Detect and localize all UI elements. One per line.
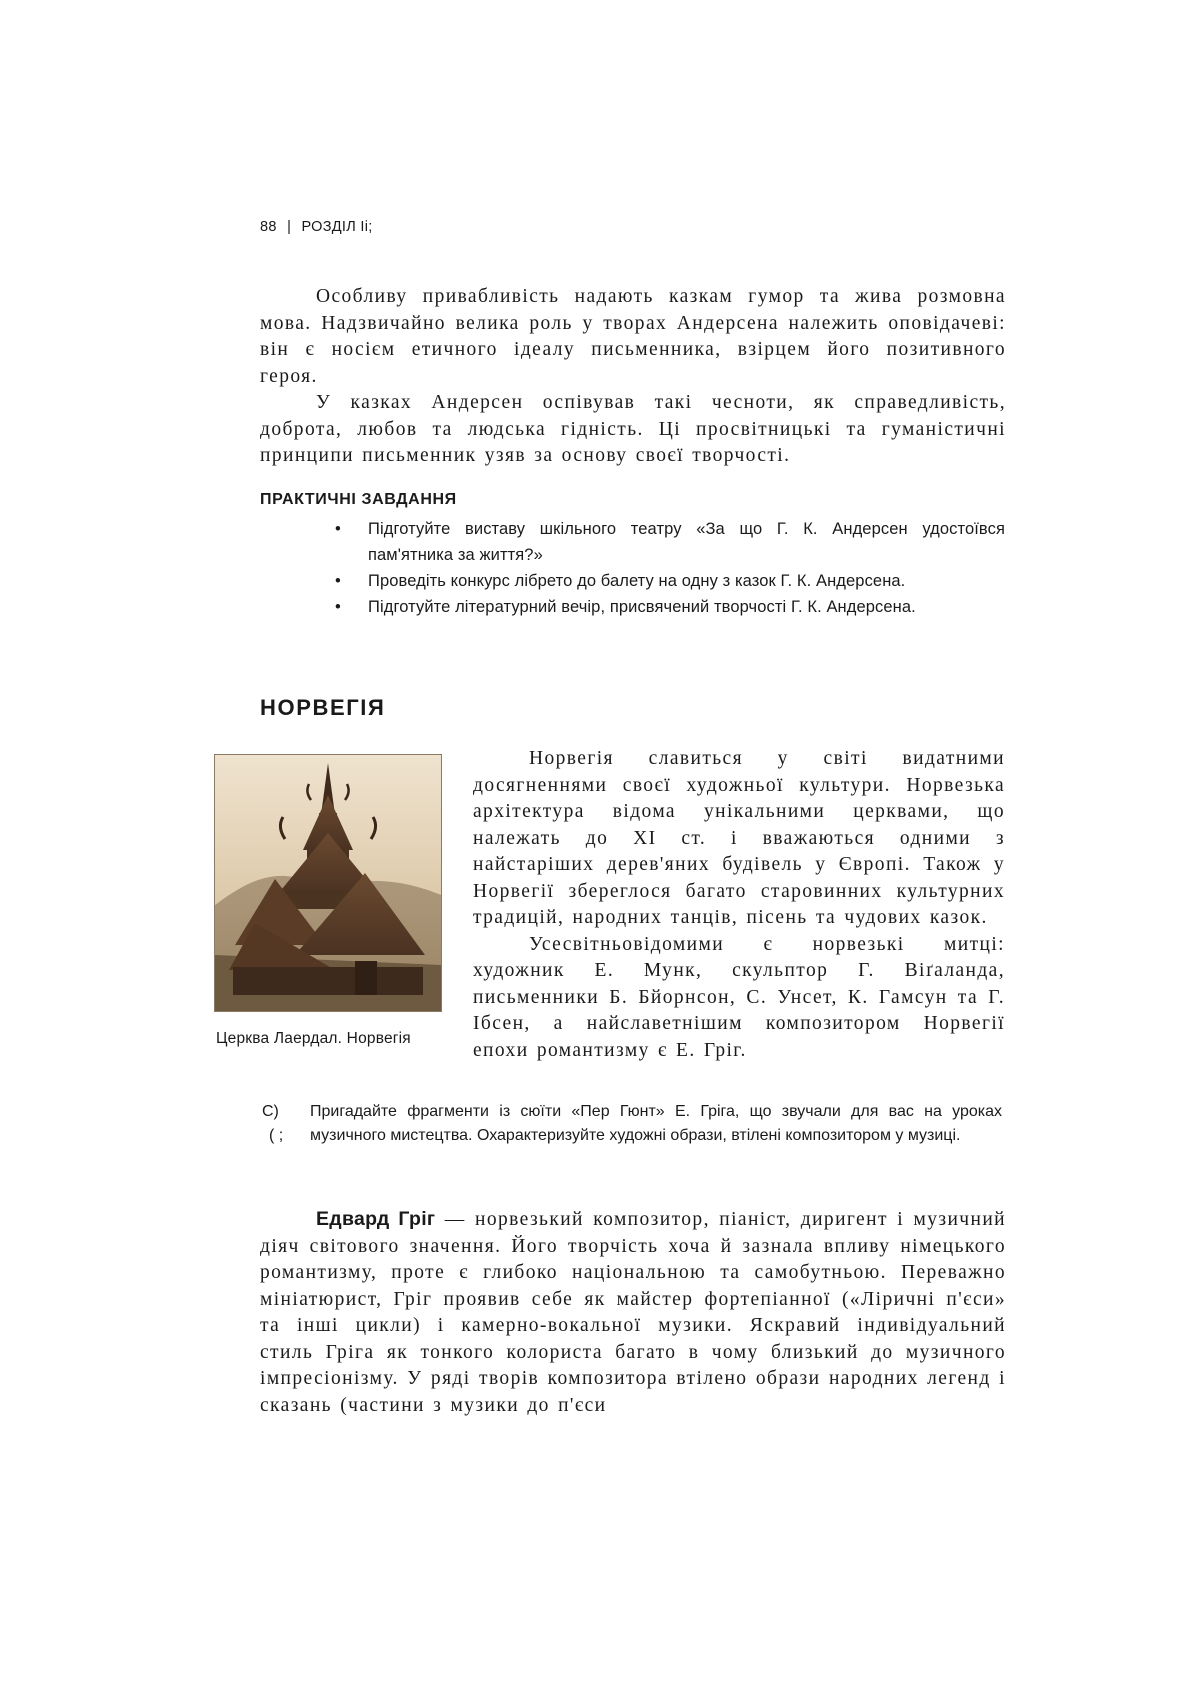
question-marker-2: ( ; bbox=[269, 1127, 284, 1144]
header-separator: | bbox=[287, 219, 292, 235]
list-item: • Підготуйте літературний вечір, присвячений творчості Г. К. Андерсена. bbox=[335, 594, 1005, 620]
norway-heading: НОРВЕГІЯ bbox=[260, 695, 386, 720]
norway-paragraph-2: Усесвітньовідомими є норвезькі митці: художник Е. Мунк, скульптор Г. Віґаланда, письменники Б. Бйорнсон, С. Унсет, К. Гамсун та Г. Ібсен, а найславетнішим композитором Норвегії епохи романтизму є Е. Гріг. bbox=[473, 933, 1005, 1061]
norway-text bbox=[473, 746, 1005, 1064]
page-number: 88 bbox=[260, 219, 277, 235]
section-title: РОЗДІЛ Іі; bbox=[301, 219, 373, 235]
grieg-text bbox=[260, 1206, 1006, 1419]
intro-paragraph-1: Особливу привабливість надають казкам гумор та жива розмовна мова. Надзвичайно велика роль у творах Андерсена належить оповідачеві: він є носієм етичного ідеалу письменника, взірцем його позитивного героя. bbox=[260, 286, 1006, 387]
practical-tasks-list bbox=[335, 516, 1005, 620]
church-photo bbox=[214, 754, 442, 1012]
list-item: • Проведіть конкурс лібрето до балету на одну з казок Г. К. Андерсена. bbox=[335, 568, 1005, 594]
norway-paragraph-1: Норвегія славиться у світі видатними досягненнями своєї художньої культури. Норвезька архітектура відома унікальними церквами, що належать до XI ст. і вважаються одними з найстаріших дерев'яних будівель у Європі. Також у Норвегії збереглося багато старовинних культурних традицій, народних танців, пісень та чудових казок. bbox=[473, 748, 1005, 928]
question-block bbox=[262, 1100, 1002, 1148]
list-item: • Підготуйте виставу шкільного театру «За що Г. К. Андерсен удостоївся пам'ятника за життя?» bbox=[335, 516, 1005, 568]
grieg-name: Едвард Гріг bbox=[316, 1208, 436, 1230]
question-marker: С) bbox=[262, 1103, 279, 1120]
practical-tasks-heading: ПРАКТИЧНІ ЗАВДАННЯ bbox=[260, 491, 457, 508]
grieg-paragraph bbox=[260, 1206, 1006, 1419]
grieg-body: — норвезький композитор, піаніст, диригент і музичний діяч світового значення. Його творчість хоча й зазнала впливу німецького романтизму, проте є глибоко національною та самобутньою. Переважно мініатюрист, Гріг проявив себе як майстер фортепіанної («Ліричні п'єси» та інші цикли) і камерно-вокальної музики. Яскравий індивідуальний стиль Гріга як тонкого колориста багато в чому близький до музичного імпресіонізму. У ряді творів композитора втілено образи народних легенд і сказань (частини з музики до п'єси bbox=[260, 1209, 1006, 1416]
intro-paragraph-2: У казках Андерсен оспівував такі чесноти, як справедливість, доброта, любов та людська гідність. Ці просвітницькі та гуманістичні принципи письменник узяв за основу своєї творчості. bbox=[260, 392, 1006, 466]
question-text: Пригадайте фрагменти із сюїти «Пер Гюнт» Е. Гріга, що звучали для вас на уроках музичного мистецтва. Охарактеризуйте художні образи, втілені композитором у музиці. bbox=[310, 1103, 1002, 1144]
page-header bbox=[260, 219, 373, 235]
photo-caption: Церква Лаердал. Норвегія bbox=[216, 1030, 411, 1047]
intro-text bbox=[260, 284, 1006, 470]
stave-church-illustration bbox=[215, 755, 441, 1011]
